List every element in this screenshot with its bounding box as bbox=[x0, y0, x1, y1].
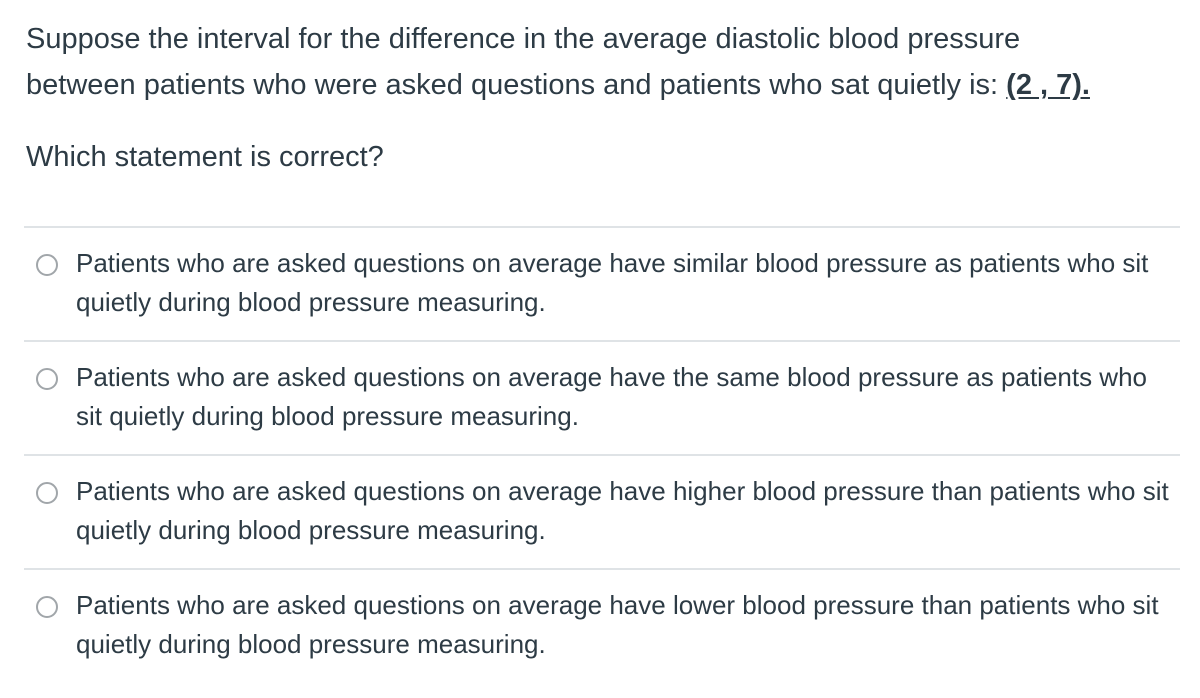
answer-option-higher[interactable] bbox=[24, 454, 1180, 568]
answer-option-similar[interactable] bbox=[24, 226, 1180, 340]
question-text bbox=[26, 16, 1186, 108]
question-line-1: Suppose the interval for the difference in the average diastolic blood pressure bbox=[26, 23, 1021, 55]
answer-label[interactable]: Patients who are asked questions on average have higher blood pressure than patients who sit quietly during blood pressure measuring. bbox=[76, 476, 1169, 545]
radio-button[interactable] bbox=[36, 368, 58, 390]
question-line-2-text: between patients who were asked questions and patients who sat quietly is: bbox=[26, 69, 1007, 101]
answer-label[interactable]: Patients who are asked questions on average have lower blood pressure than patients who sit quietly during blood pressure measuring. bbox=[76, 590, 1159, 659]
question-prompt: Which statement is correct? bbox=[26, 141, 384, 173]
answer-option-lower[interactable] bbox=[24, 568, 1180, 682]
interval-value: (2 , 7). bbox=[1006, 69, 1090, 101]
radio-button[interactable] bbox=[36, 254, 58, 276]
question-line-2 bbox=[26, 62, 1186, 108]
answer-label[interactable]: Patients who are asked questions on average have similar blood pressure as patients who sit quietly during blood pressure measuring. bbox=[76, 248, 1149, 317]
radio-button[interactable] bbox=[36, 482, 58, 504]
radio-button[interactable] bbox=[36, 596, 58, 618]
answer-label[interactable]: Patients who are asked questions on average have the same blood pressure as patients who sit quietly during blood pressure measuring. bbox=[76, 362, 1148, 431]
answer-list bbox=[24, 226, 1180, 682]
answer-option-same[interactable] bbox=[24, 340, 1180, 454]
